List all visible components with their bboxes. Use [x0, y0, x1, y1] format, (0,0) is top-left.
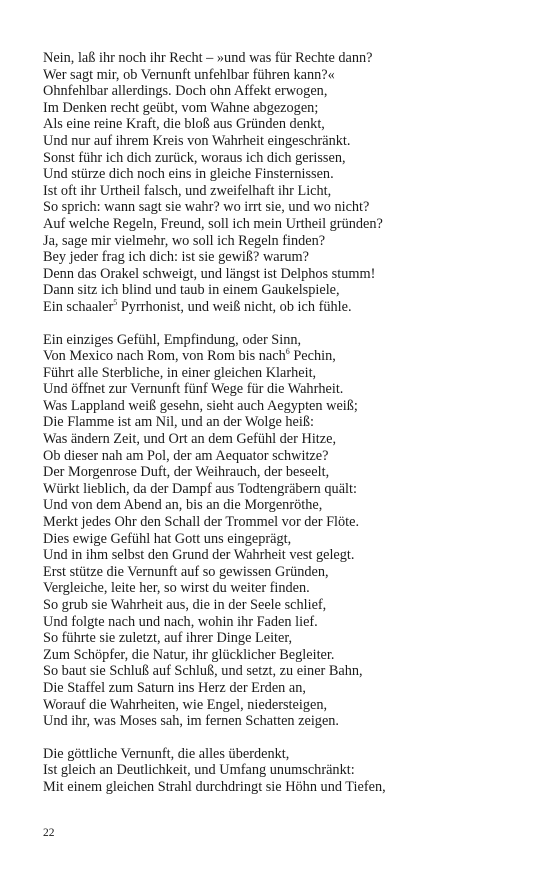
verse-line: Was Lappland weiß gesehn, sieht auch Aegypten weiß;	[43, 397, 358, 414]
verse-line: Zum Schöpfer, die Natur, ihr glücklicher Begleiter.	[43, 646, 335, 663]
verse-line: Der Morgenrose Duft, der Weihrauch, der beseelt,	[43, 464, 330, 481]
verse-line: Und stürze dich noch eins in gleiche Finsternissen.	[43, 166, 334, 183]
verse-line: Denn das Orakel schweigt, und längst ist Delphos stumm!	[43, 265, 376, 282]
verse-line: Mit einem gleichen Strahl durchdringt sie Höhn und Tiefen,	[43, 778, 386, 795]
verse-line: Und öffnet zur Vernunft fünf Wege für die Wahrheit.	[43, 381, 344, 398]
verse-line: Was ändern Zeit, und Ort an dem Gefühl der Hitze,	[43, 431, 337, 448]
verse-line: Führt alle Sterbliche, in einer gleichen Klarheit,	[43, 364, 317, 381]
footnote-marker: 6	[285, 347, 290, 357]
verse-line: Ist oft ihr Urtheil falsch, und zweifelhaft ihr Licht,	[43, 182, 332, 199]
verse-line: Und in ihm selbst den Grund der Wahrheit vest gelegt.	[43, 547, 355, 564]
poem-text	[43, 50, 523, 796]
verse-line: Und nur auf ihrem Kreis von Wahrheit eingeschränkt.	[43, 132, 351, 149]
stanza	[43, 50, 523, 316]
stanza	[43, 332, 523, 730]
footnote-marker: 5	[113, 298, 118, 308]
verse-line: Merkt jedes Ohr den Schall der Trommel vor der Flöte.	[43, 514, 360, 531]
verse-line-text: Von Mexico nach Rom, von Rom bis nach	[43, 348, 286, 365]
verse-line: So grub sie Wahrheit aus, die in der Seele schlief,	[43, 597, 327, 613]
verse-line-text: Pechin,	[289, 348, 336, 365]
verse-line: Und von dem Abend an, bis an die Morgenröthe,	[43, 497, 323, 514]
verse-line: Vergleiche, leite her, so wirst du weiter finden.	[43, 580, 310, 597]
verse-line: Ob dieser nah am Pol, der am Aequator schwitze?	[43, 447, 329, 464]
verse-line: Als eine reine Kraft, die bloß aus Gründen denkt,	[43, 116, 325, 133]
verse-line: Nein, laß ihr noch ihr Recht – »und was für Rechte dann?	[43, 50, 373, 66]
verse-line: Ein einziges Gefühl, Empfindung, oder Sinn,	[43, 331, 302, 348]
verse-line	[43, 348, 523, 365]
page-number: 22	[43, 827, 55, 839]
verse-line-text: Pyrrhonist, und weiß nicht, ob ich fühle.	[117, 298, 352, 315]
verse-line: Würkt lieblich, da der Dampf aus Todtengräbern quält:	[43, 480, 357, 497]
verse-line: Dann sitz ich blind und taub in einem Gaukelspiele,	[43, 282, 340, 299]
verse-line: So baut sie Schluß auf Schluß, und setzt, zu einer Bahn,	[43, 663, 363, 680]
verse-line: Die Flamme ist am Nil, und an der Wolge heiß:	[43, 414, 314, 431]
verse-line: Die göttliche Vernunft, die alles überdenkt,	[43, 745, 290, 762]
verse-line: Auf welche Regeln, Freund, soll ich mein Urtheil gründen?	[43, 215, 383, 232]
verse-line: Im Denken recht geübt, vom Wahne abgezogen;	[43, 99, 319, 116]
verse-line: So sprich: wann sagt sie wahr? wo irrt sie, und wo nicht?	[43, 199, 370, 216]
verse-line: Ja, sage mir vielmehr, wo soll ich Regeln finden?	[43, 232, 326, 249]
verse-line: Und folgte nach und nach, wohin ihr Faden lief.	[43, 613, 318, 630]
verse-line: Ohnfehlbar allerdings. Doch ohn Affekt erwogen,	[43, 83, 328, 100]
verse-line: Ist gleich an Deutlichkeit, und Umfang unumschränkt:	[43, 762, 355, 779]
verse-line-text: Ein schaaler	[43, 298, 114, 315]
verse-line: Wer sagt mir, ob Vernunft unfehlbar führen kann?«	[43, 66, 335, 83]
verse-line: Dies ewige Gefühl hat Gott uns eingeprägt,	[43, 530, 292, 547]
verse-line: Die Staffel zum Saturn ins Herz der Erden an,	[43, 679, 306, 696]
verse-line: Erst stütze die Vernunft auf so gewissen Gründen,	[43, 563, 329, 580]
verse-line	[43, 299, 523, 316]
verse-line: Sonst führ ich dich zurück, woraus ich dich gerissen,	[43, 149, 346, 166]
verse-line: Worauf die Wahrheiten, wie Engel, niedersteigen,	[43, 696, 328, 713]
verse-line: Und ihr, was Moses sah, im fernen Schatten zeigen.	[43, 713, 340, 730]
verse-line: Bey jeder frag ich dich: ist sie gewiß? warum?	[43, 249, 309, 266]
stanza	[43, 746, 523, 796]
verse-line: So führte sie zuletzt, auf ihrer Dinge Leiter,	[43, 630, 293, 647]
